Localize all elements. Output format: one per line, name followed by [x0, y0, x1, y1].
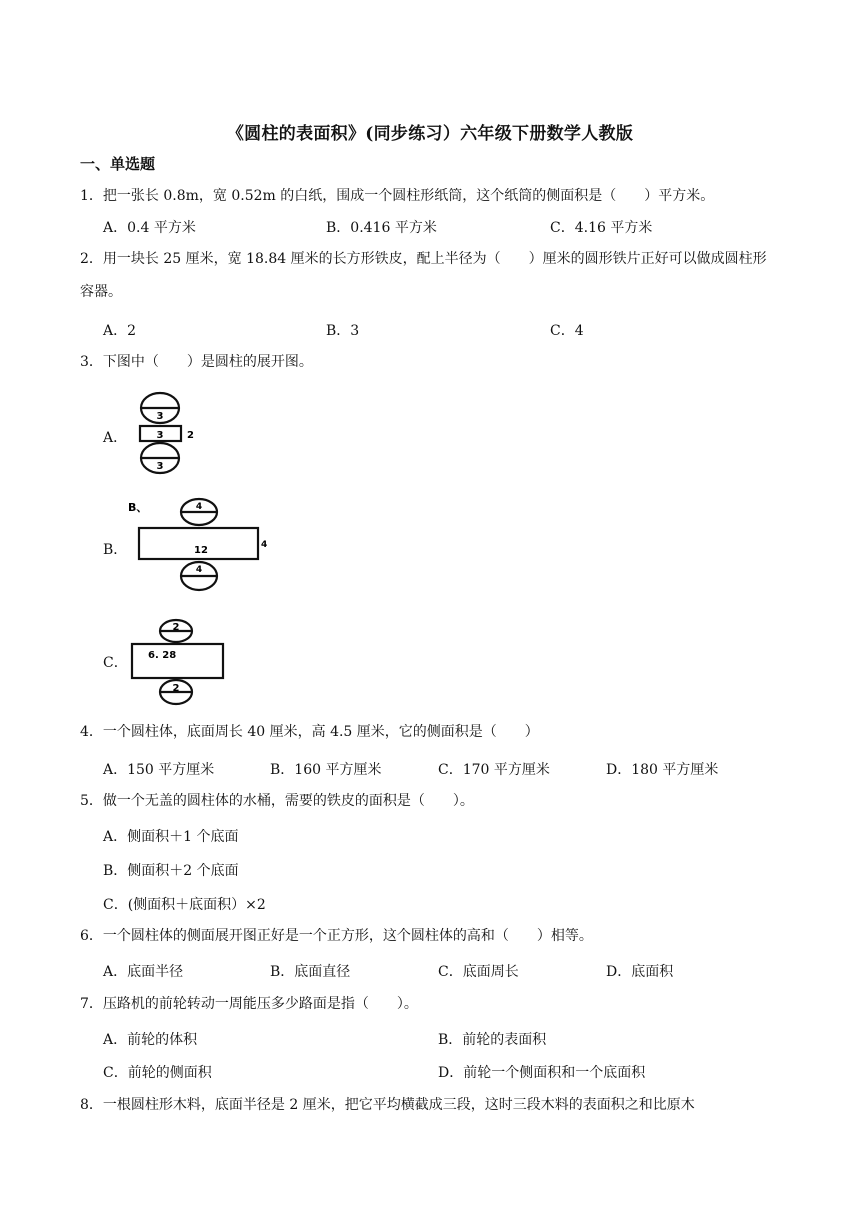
- option-4c[interactable]: C．170 平方厘米: [438, 762, 550, 778]
- option-5a[interactable]: A．侧面积＋1 个底面: [103, 829, 239, 845]
- figure-b-corner-label: B、: [128, 501, 148, 514]
- figure-c-bottom-label: 2: [172, 683, 180, 694]
- option-4b[interactable]: B．160 平方厘米: [270, 762, 382, 778]
- option-6c[interactable]: C．底面周长: [438, 964, 519, 980]
- figure-b-top-label: 4: [195, 502, 203, 512]
- option-3c[interactable]: C．: [103, 655, 128, 671]
- figure-a-side-label: 2: [187, 430, 194, 441]
- option-6d[interactable]: D．底面积: [606, 964, 674, 980]
- question-3: 3．下图中（ ）是圆柱的展开图。: [80, 354, 313, 370]
- figure-b-rect-label: 12: [194, 545, 208, 556]
- figure-a-top-label: 3: [156, 411, 164, 422]
- question-2: 2．用一块长 25 厘米，宽 18.84 厘米的长方形铁皮，配上半径为（ ）厘米的圆形铁片正好可以做成圆柱形容器。: [80, 251, 767, 300]
- option-5b[interactable]: B．侧面积＋2 个底面: [103, 863, 239, 879]
- option-6a[interactable]: A．底面半径: [103, 964, 184, 980]
- option-5c[interactable]: C．(侧面积＋底面积）×2: [103, 897, 266, 913]
- option-7d[interactable]: D．前轮一个侧面积和一个底面积: [438, 1065, 646, 1081]
- section-heading: 一、单选题: [80, 155, 156, 173]
- option-7b[interactable]: B．前轮的表面积: [438, 1032, 547, 1048]
- option-2c[interactable]: C．4: [550, 323, 584, 339]
- option-1b[interactable]: B．0.416 平方米: [326, 220, 437, 236]
- option-6b[interactable]: B．底面直径: [270, 964, 351, 980]
- option-3b[interactable]: B．: [103, 542, 128, 558]
- figure-b-side-label: 4: [261, 540, 268, 550]
- option-1a[interactable]: A．0.4 平方米: [103, 220, 196, 236]
- option-2a[interactable]: A．2: [103, 323, 137, 339]
- option-2b[interactable]: B．3: [326, 323, 360, 339]
- figure-a-net: [135, 392, 205, 477]
- option-4d[interactable]: D．180 平方厘米: [606, 762, 719, 778]
- figure-c-net: [128, 620, 228, 708]
- question-7: 7．压路机的前轮转动一周能压多少路面是指（ ）。: [80, 996, 418, 1012]
- page-title: 《圆柱的表面积》(同步练习）六年级下册数学人教版: [226, 124, 634, 144]
- figure-a-bottom-label: 3: [156, 461, 164, 472]
- figure-b-bottom-label: 4: [195, 565, 203, 575]
- option-7c[interactable]: C．前轮的侧面积: [103, 1065, 212, 1081]
- figure-c-rect-label: 6. 28: [148, 650, 177, 661]
- option-3a[interactable]: A．: [103, 430, 128, 446]
- question-1: 1．把一张长 0.8m，宽 0.52m 的白纸，围成一个圆柱形纸筒，这个纸筒的侧面积是（ ）平方米。: [80, 188, 715, 204]
- question-6: 6．一个圆柱体的侧面展开图正好是一个正方形，这个圆柱体的高和（ ）相等。: [80, 928, 593, 944]
- figure-b-net: [128, 497, 273, 595]
- option-7a[interactable]: A．前轮的体积: [103, 1032, 198, 1048]
- figure-c-top-label: 2: [172, 622, 180, 633]
- figure-a-rect-label: 3: [156, 430, 164, 441]
- question-5: 5．做一个无盖的圆柱体的水桶，需要的铁皮的面积是（ ）。: [80, 793, 474, 809]
- question-8: 8．一根圆柱形木料，底面半径是 2 厘米，把它平均横截成三段，这时三段木料的表面积之和比原木: [80, 1097, 695, 1113]
- question-4: 4．一个圆柱体，底面周长 40 厘米，高 4.5 厘米，它的侧面积是（ ）: [80, 724, 539, 740]
- option-4a[interactable]: A．150 平方厘米: [103, 762, 215, 778]
- option-1c[interactable]: C．4.16 平方米: [550, 220, 653, 236]
